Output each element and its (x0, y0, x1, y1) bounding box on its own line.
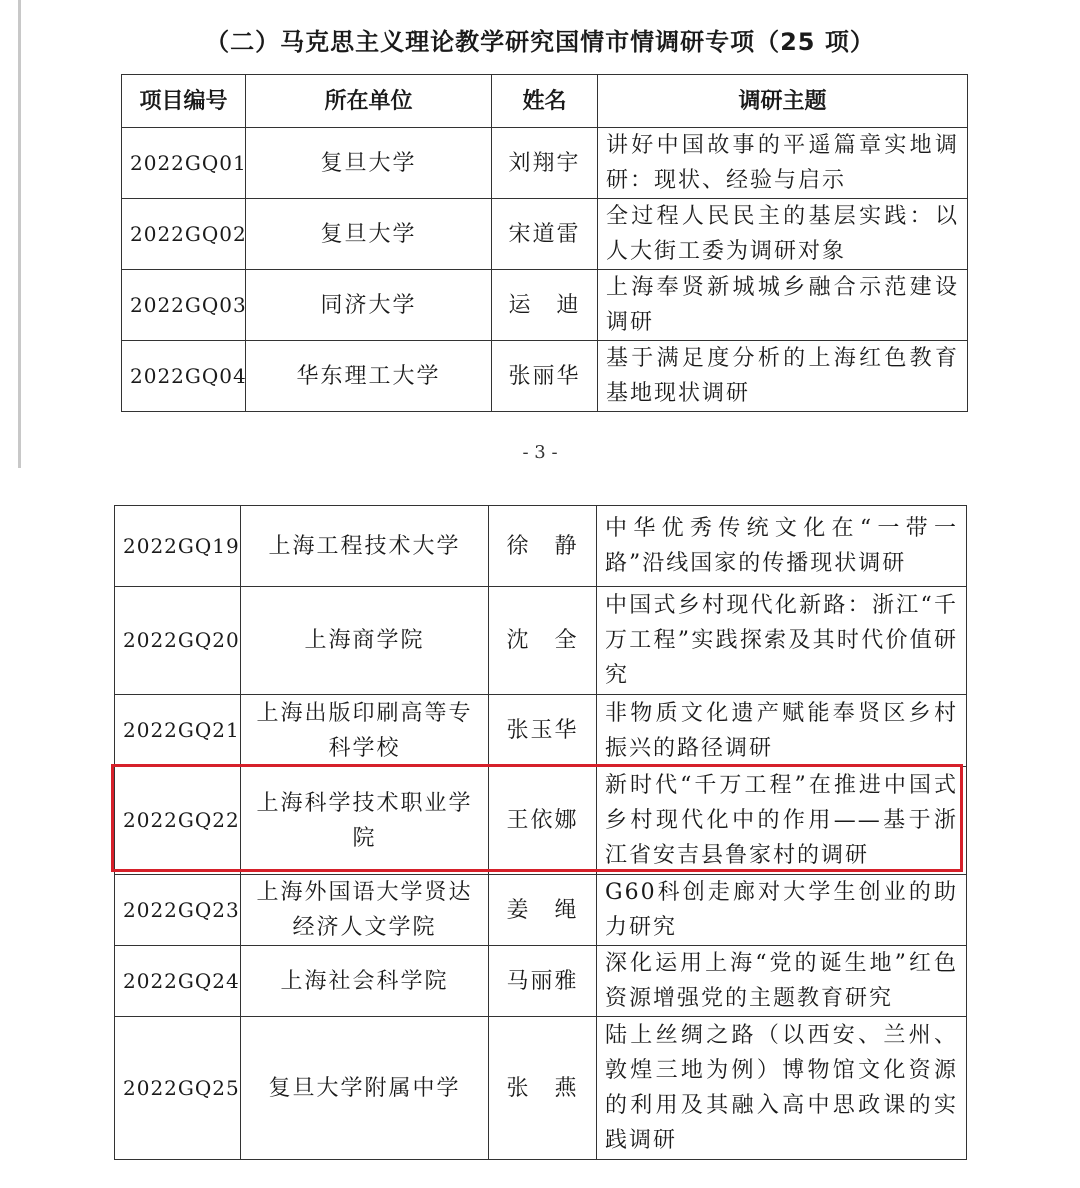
cell-code: 2022GQ23 (115, 875, 241, 946)
cell-code: 2022GQ04 (122, 341, 246, 412)
cell-unit: 上海外国语大学贤达经济人文学院 (241, 875, 489, 946)
cell-code: 2022GQ19 (115, 506, 241, 587)
cell-topic: 非物质文化遗产赋能奉贤区乡村振兴的路径调研 (597, 695, 967, 767)
cell-topic: 新时代“千万工程”在推进中国式乡村现代化中的作用——基于浙江省安吉县鲁家村的调研 (597, 767, 967, 875)
section-title: （二）马克思主义理论教学研究国情市情调研专项（25 项） (205, 28, 875, 56)
cell-name: 宋道雷 (492, 199, 598, 270)
cell-name: 张丽华 (492, 341, 598, 412)
cell-topic: 上海奉贤新城城乡融合示范建设调研 (598, 270, 968, 341)
cell-topic: 中华优秀传统文化在“一带一路”沿线国家的传播现状调研 (597, 506, 967, 587)
header-code: 项目编号 (122, 75, 246, 128)
table-row (115, 875, 967, 946)
cell-topic: 深化运用上海“党的诞生地”红色资源增强党的主题教育研究 (597, 946, 967, 1017)
cell-name: 张玉华 (489, 695, 597, 767)
cell-topic: G60科创走廊对大学生创业的助力研究 (597, 875, 967, 946)
cell-code: 2022GQ20 (115, 587, 241, 695)
header-unit: 所在单位 (246, 75, 492, 128)
cell-name: 运 迪 (492, 270, 598, 341)
cell-name: 沈 全 (489, 587, 597, 695)
cell-name: 王依娜 (489, 767, 597, 875)
cell-unit: 同济大学 (246, 270, 492, 341)
table-row (122, 128, 968, 199)
table-row (122, 270, 968, 341)
cell-topic: 陆上丝绸之路（以西安、兰州、敦煌三地为例）博物馆文化资源的利用及其融入高中思政课的实践调研 (597, 1017, 967, 1160)
cell-unit: 上海出版印刷高等专科学校 (241, 695, 489, 767)
cell-unit: 上海工程技术大学 (241, 506, 489, 587)
projects-table-top (121, 74, 968, 412)
cell-topic: 讲好中国故事的平遥篇章实地调研：现状、经验与启示 (598, 128, 968, 199)
cell-name: 刘翔宇 (492, 128, 598, 199)
table-row (115, 946, 967, 1017)
table-row (122, 341, 968, 412)
cell-unit: 华东理工大学 (246, 341, 492, 412)
cell-unit: 上海商学院 (241, 587, 489, 695)
cell-name: 张 燕 (489, 1017, 597, 1160)
cell-name: 姜 绳 (489, 875, 597, 946)
cell-topic: 全过程人民民主的基层实践：以人大街工委为调研对象 (598, 199, 968, 270)
cell-code: 2022GQ02 (122, 199, 246, 270)
cell-code: 2022GQ25 (115, 1017, 241, 1160)
cell-code: 2022GQ24 (115, 946, 241, 1017)
table-row-highlighted (115, 767, 967, 875)
cell-unit: 上海科学技术职业学院 (241, 767, 489, 875)
table-row (115, 587, 967, 695)
left-margin-bar (18, 0, 21, 468)
cell-topic: 中国式乡村现代化新路：浙江“千万工程”实践探索及其时代价值研究 (597, 587, 967, 695)
header-topic: 调研主题 (598, 75, 968, 128)
cell-unit: 复旦大学 (246, 128, 492, 199)
header-name: 姓名 (492, 75, 598, 128)
cell-code: 2022GQ03 (122, 270, 246, 341)
table-row (122, 199, 968, 270)
table-row (115, 695, 967, 767)
cell-unit: 复旦大学 (246, 199, 492, 270)
table-row (115, 506, 967, 587)
cell-code: 2022GQ01 (122, 128, 246, 199)
page-number: - 3 - (522, 442, 558, 463)
cell-unit: 复旦大学附属中学 (241, 1017, 489, 1160)
table-header-row (122, 75, 968, 128)
cell-unit: 上海社会科学院 (241, 946, 489, 1017)
cell-code: 2022GQ21 (115, 695, 241, 767)
table-row (115, 1017, 967, 1160)
cell-name: 徐 静 (489, 506, 597, 587)
cell-code: 2022GQ22 (115, 767, 241, 875)
cell-name: 马丽雅 (489, 946, 597, 1017)
projects-table-bottom (114, 505, 967, 1160)
cell-topic: 基于满足度分析的上海红色教育基地现状调研 (598, 341, 968, 412)
